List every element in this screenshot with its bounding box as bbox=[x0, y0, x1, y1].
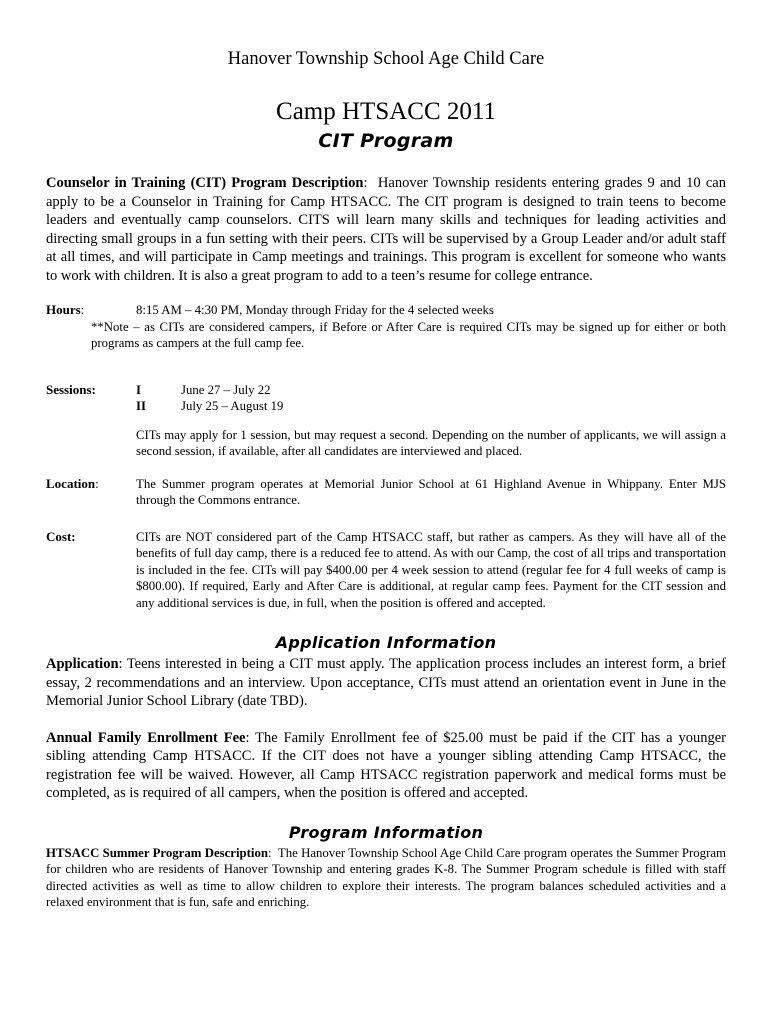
location-text: The Summer program operates at Memorial Junior School at 61 Highland Avenue in Whippany. Enter MJS through the Commons entrance. bbox=[136, 476, 726, 507]
enrollment-fee-text: The Family Enrollment fee of $25.00 must be paid if the CIT has a younger sibling attending Camp HTSACC. If the CIT does not have a younger sibling attending Camp HTSACC, the registration fee will be waived. However, all Camp HTSACC registration paperwork and medical forms must be completed, as is required of all campers, when the position is offered and accepted. bbox=[46, 729, 726, 801]
application-info-heading: Application Information bbox=[275, 633, 497, 652]
cost-section bbox=[46, 529, 726, 612]
session-dates: June 27 – July 22 bbox=[181, 382, 271, 397]
document-page bbox=[46, 48, 726, 911]
session-item bbox=[136, 382, 726, 399]
program-description: Counselor in Training (CIT) Program Description: Hanover Township residents entering grades 9 and 10 can apply to be a Counselor in Training for Camp HTSACC. The CIT program is designed to train teens to become leaders and eventually camp counselors. CITS will learn many skills and techniques for leading activities and directing small groups in a fun setting with their peers. CITs will be supervised by a Group Leader and/or adult staff at all times, and will participate in Camp meetings and trainings. This program is excellent for someone who wants to work with children. It is also a great program to add to a teen’s resume for college entrance. bbox=[46, 175, 726, 284]
hours-label: Hours bbox=[46, 302, 81, 317]
summer-program-paragraph: HTSACC Summer Program Description: The Hanover Township School Age Child Care program operates the Summer Program for children who are residents of Hanover Township and entering grades K-8. The Summer Program schedule is filled with staff directed activities as well as time to allow children to explore their interests. The program balances scheduled activities and a relaxed environment that is fun, safe and enriching. bbox=[46, 845, 726, 909]
session-number: I bbox=[136, 382, 141, 397]
application-paragraph: Application: Teens interested in being a CIT must apply. The application process includes an interest form, a brief essay, 2 recommendations and an interview. Upon acceptance, CITs must attend an orientation event in June in the Memorial Junior School Library (date TBD). bbox=[46, 656, 726, 709]
organization-name: Hanover Township School Age Child Care bbox=[227, 49, 545, 69]
summer-program-text: The Hanover Township School Age Child Care program operates the Summer Program for children who are residents of Hanover Township and entering grades K-8. The Summer Program schedule is filled with staff directed activities as well as time to allow children to explore their interests. The program balances scheduled activities and a relaxed environment that is fun, safe and enriching. bbox=[46, 845, 726, 909]
session-item bbox=[136, 398, 726, 415]
session-dates: July 25 – August 19 bbox=[181, 399, 284, 413]
cost-label: Cost: bbox=[46, 528, 76, 544]
hours-text: 8:15 AM – 4:30 PM, Monday through Friday for the 4 selected weeks bbox=[136, 303, 494, 317]
session-number: II bbox=[136, 399, 146, 413]
program-info-heading: Program Information bbox=[288, 822, 484, 842]
enrollment-fee-paragraph: Annual Family Enrollment Fee: The Family Enrollment fee of $25.00 must be paid if the CIT has a younger sibling attending Camp HTSACC. If the CIT does not have a younger sibling attending Camp HTSACC, the registration fee will be waived. However, all Camp HTSACC registration paperwork and medical forms must be completed, as is required of all campers, when the position is offered and accepted. bbox=[46, 729, 726, 801]
camp-title: Camp HTSACC 2011 bbox=[276, 98, 496, 125]
program-description-text: Hanover Township residents entering grades 9 and 10 can apply to be a Counselor in Training for Camp HTSACC. The CIT program is designed to train teens to become leaders and eventually camp counselors. CITS will learn many skills and techniques for leading activities and directing small groups in a fun setting with their peers. CITs will be supervised by a Group Leader and/or adult staff at all times, and will participate in Camp meetings and trainings. This program is excellent for someone who wants to work with children. It is also a great program to add to a teen’s resume for college entrance. bbox=[46, 175, 726, 284]
application-label: Application bbox=[46, 656, 119, 672]
sessions-label: Sessions: bbox=[46, 381, 96, 397]
application-text: Teens interested in being a CIT must apply. The application process includes an interest form, a brief essay, 2 recommendations and an interview. Upon acceptance, CITs must attend an orientation event in June in the Memorial Junior School Library (date TBD). bbox=[46, 656, 726, 709]
hours-section: Hours: 8:15 AM – 4:30 PM, Monday through Friday for the 4 selected weeks **Note – as CITs are considered campers, if Before or After Care is required CITs may be signed up for either or both programs as campers at the full camp fee. bbox=[46, 302, 726, 350]
location-section: Location: The Summer program operates at Memorial Junior School at 61 Highland Avenue in Whippany. Enter MJS through the Commons entrance. bbox=[46, 475, 726, 507]
sessions-section bbox=[46, 382, 726, 460]
hours-note: **Note – as CITs are considered campers, if Before or After Care is required CITs may be signed up for either or both programs as campers at the full camp fee. bbox=[91, 319, 726, 350]
location-label: Location bbox=[46, 475, 96, 491]
program-title: CIT Program bbox=[318, 130, 454, 152]
cost-text: CITs are NOT considered part of the Camp HTSACC staff, but rather as campers. As they will have all of the benefits of full day camp, there is a reduced fee to attend. As with our Camp, the cost of all trips and transportation is included in the fee. CITs will pay $400.00 per 4 week session to attend (regular fee for 4 full weeks of camp is $800.00). If required, Early and After Care is additional, at regular camp fees. Payment for the CIT session and any additional services is due, in full, when the position is offered and accepted. bbox=[136, 529, 726, 610]
summer-program-label: HTSACC Summer Program Description bbox=[46, 845, 268, 860]
program-description-label: Counselor in Training (CIT) Program Description bbox=[46, 175, 364, 191]
sessions-note: CITs may apply for 1 session, but may request a second. Depending on the number of applicants, we will assign a second session, if available, after all candidates are interviewed and placed. bbox=[136, 427, 726, 458]
enrollment-fee-label: Annual Family Enrollment Fee bbox=[46, 729, 246, 746]
